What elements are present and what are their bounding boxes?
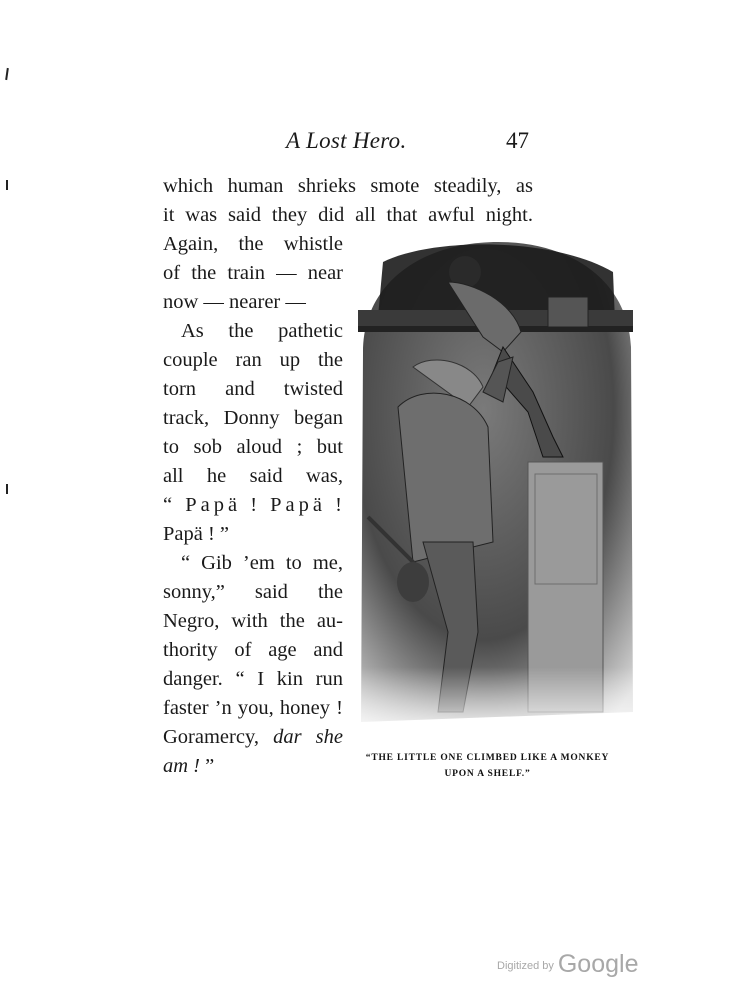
scan-margin-mark — [6, 484, 8, 494]
caption-line: UPON A SHELF.” — [444, 769, 531, 779]
illustration-caption — [360, 750, 615, 782]
text-line: “ Gib ’em to me, — [181, 552, 343, 574]
scan-margin-mark — [6, 180, 8, 190]
text-line: track, Donny began — [163, 407, 343, 429]
google-logo: Google — [557, 950, 639, 978]
text-line: Papä ! ” — [163, 523, 230, 545]
text-line: danger. “ I kin run — [163, 668, 343, 690]
text-line: Again, the whistle — [163, 233, 343, 255]
closing-quote: ” — [205, 755, 215, 777]
scan-margin-mark — [5, 68, 9, 80]
text-line: of the train — near — [163, 262, 343, 284]
caption-line: “THE LITTLE ONE CLIMBED LIKE A MONKEY — [365, 753, 610, 763]
text-line: couple ran up the — [163, 349, 343, 371]
text-line: to sob aloud ; but — [163, 436, 343, 458]
page-number: 47 — [506, 128, 529, 153]
text-line: As the pathetic — [181, 320, 343, 342]
text-line: which human shrieks smote steadily, as — [163, 175, 533, 197]
illustration-figure — [353, 242, 635, 742]
text-line: faster ’n you, honey ! — [163, 697, 343, 719]
running-title: A Lost Hero. — [286, 128, 407, 153]
text-line: torn and twisted — [163, 378, 343, 400]
digitized-watermark — [497, 950, 638, 979]
text-line: sonny,” said the — [163, 581, 343, 603]
italic-phrase: dar she — [273, 726, 343, 748]
illustration-fade — [353, 242, 635, 742]
text-line: now — nearer — — [163, 291, 306, 313]
text-line: all he said was, — [163, 465, 343, 487]
italic-phrase: am ! — [163, 755, 206, 777]
text-line: “ Papä ! Papä ! — [163, 494, 346, 516]
text-line — [163, 723, 343, 752]
watermark-prefix: Digitized by — [497, 960, 554, 972]
text-line — [163, 752, 214, 781]
text-span: Goramercy, — [163, 726, 259, 748]
text-line: Negro, with the au- — [163, 610, 343, 632]
text-line: it was said they did all that awful night. — [163, 204, 533, 226]
text-line: thority of age and — [163, 639, 343, 661]
